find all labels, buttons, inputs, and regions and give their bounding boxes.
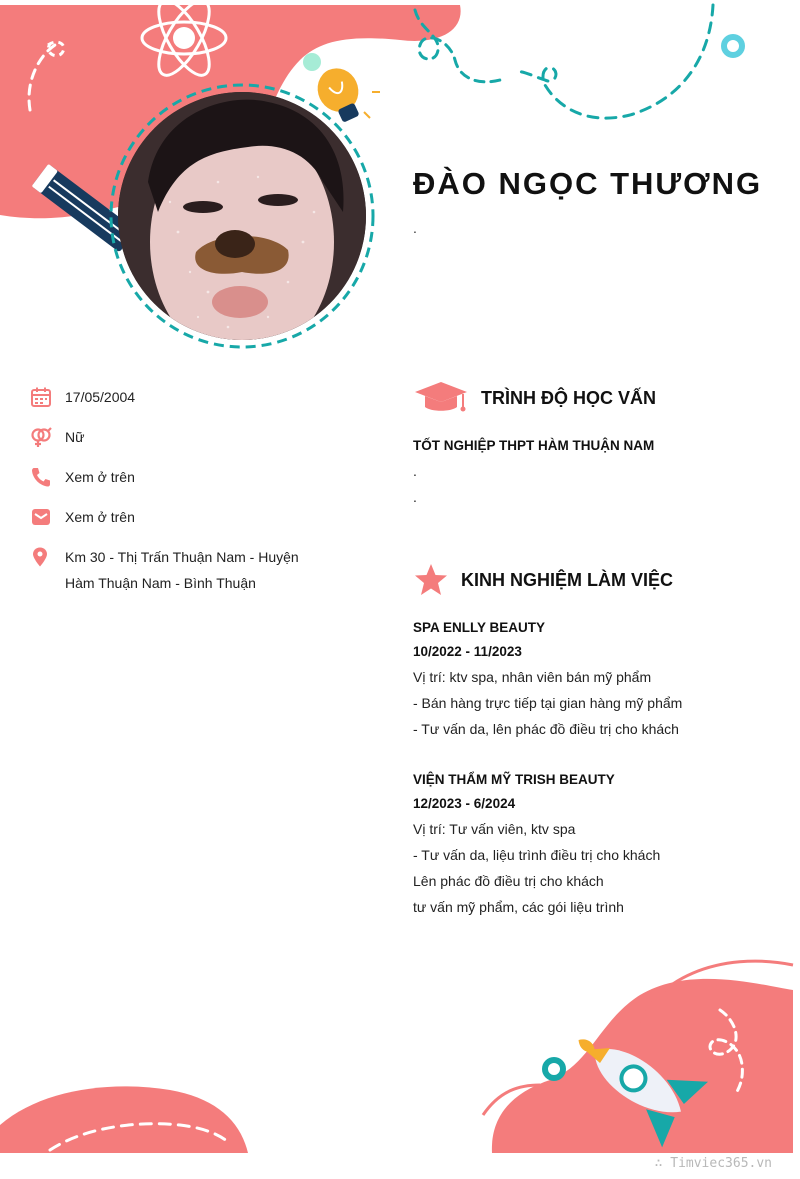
job-detail: - Tư vấn da, lên phác đồ điều trị cho khách xyxy=(413,721,679,737)
email-value: Xem ở trên xyxy=(65,509,135,525)
job-company: SPA ENLLY BEAUTY xyxy=(413,620,546,635)
light-bulb-icon xyxy=(311,62,370,128)
candidate-subtitle: . xyxy=(413,220,417,236)
contact-phone xyxy=(30,466,360,490)
education-line: . xyxy=(413,489,417,505)
job-detail: - Tư vấn da, liệu trình điều trị cho khách xyxy=(413,847,661,863)
contact-address xyxy=(30,546,360,596)
star-icon xyxy=(413,562,449,598)
teal-ring-icon xyxy=(724,37,742,55)
calendar-icon xyxy=(30,386,52,408)
phone-value: Xem ở trên xyxy=(65,469,135,485)
experience-title: KINH NGHIỆM LÀM VIỆC xyxy=(461,569,674,590)
contact-email xyxy=(30,506,360,530)
teal-ring-small-icon xyxy=(545,1060,563,1078)
job-detail: tư vấn mỹ phẩm, các gói liệu trình xyxy=(413,899,624,915)
watermark: ∴ Timviec365.vn xyxy=(654,1156,772,1171)
job-detail: Vị trí: ktv spa, nhân viên bán mỹ phẩm xyxy=(413,669,652,685)
job-period: 12/2023 - 6/2024 xyxy=(413,796,516,811)
education-school: TỐT NGHIỆP THPT HÀM THUẬN NAM xyxy=(413,438,655,453)
candidate-name: ĐÀO NGỌC THƯƠNG xyxy=(413,166,763,201)
education-header xyxy=(413,380,783,416)
bottom-left-blob xyxy=(0,1086,248,1153)
job-period: 10/2022 - 11/2023 xyxy=(413,644,522,659)
job-detail: Lên phác đồ điều trị cho khách xyxy=(413,873,604,889)
birthday-value: 17/05/2004 xyxy=(65,389,136,405)
location-icon xyxy=(30,546,52,568)
dashed-curve-right xyxy=(515,5,713,118)
education-line: . xyxy=(413,463,417,479)
contact-gender xyxy=(30,426,360,450)
education-section xyxy=(413,380,783,510)
contact-birthday xyxy=(30,386,360,410)
avatar-photo xyxy=(118,92,366,340)
address-value: Km 30 - Thị Trấn Thuận Nam - Huyện Hàm Thuận Nam - Bình Thuận xyxy=(65,549,299,591)
experience-header xyxy=(413,562,783,598)
avatar xyxy=(118,92,366,340)
gender-icon xyxy=(30,426,52,448)
job-company: VIỆN THẨM MỸ TRISH BEAUTY xyxy=(413,772,615,787)
experience-section xyxy=(413,562,783,920)
watermark-text: Timviec365.vn xyxy=(670,1156,772,1171)
education-title: TRÌNH ĐỘ HỌC VẤN xyxy=(481,387,656,408)
graduation-cap-icon xyxy=(413,380,469,416)
job-detail: Vị trí: Tư vấn viên, ktv spa xyxy=(413,821,576,837)
phone-icon xyxy=(30,466,52,488)
job-detail: - Bán hàng trực tiếp tại gian hàng mỹ phẩm xyxy=(413,695,683,711)
email-icon xyxy=(30,506,52,528)
gender-value: Nữ xyxy=(65,429,85,445)
contact-info xyxy=(30,386,360,612)
